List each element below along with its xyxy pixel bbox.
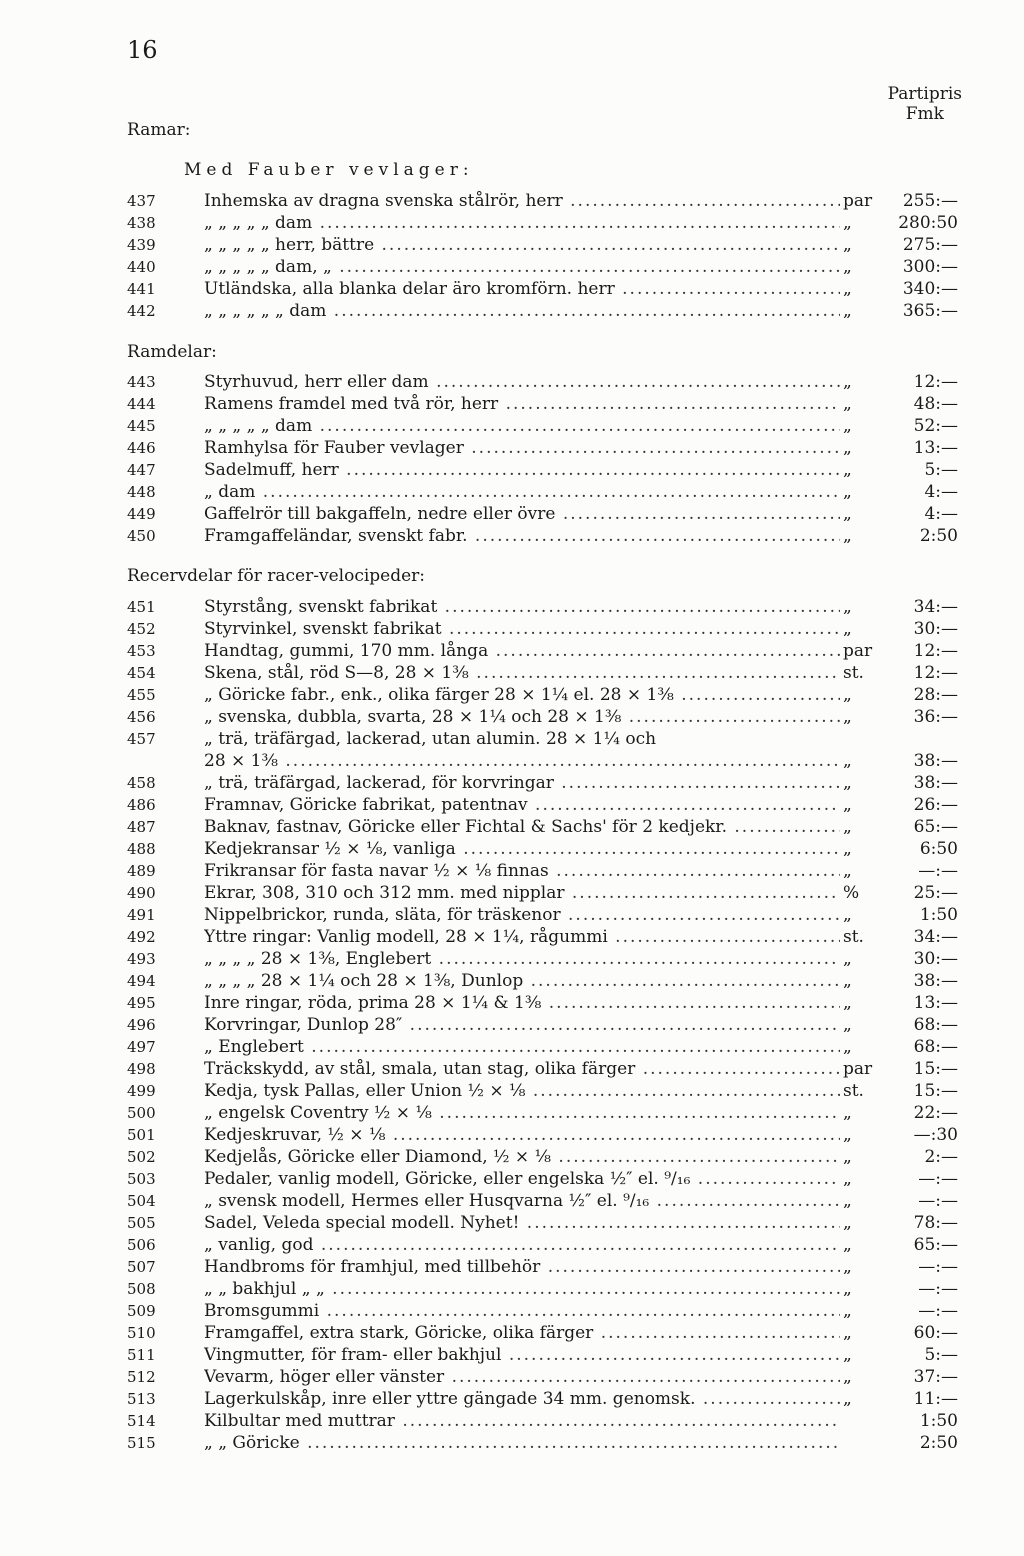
item-description: „ „ „ „ 28 × 1⅜, Englebert ..... (204, 948, 840, 970)
item-unit: „ (843, 1103, 852, 1123)
item-price: —:— (918, 1279, 958, 1299)
price-row (0, 256, 1024, 278)
item-number: 506 (127, 1236, 156, 1254)
section-ramdelar: Ramdelar: (127, 342, 217, 362)
item-number: 497 (127, 1038, 156, 1056)
item-description: Gaffelrör till bakgaffeln, nedre eller övre ..... (204, 503, 840, 525)
item-description: „ trä, träfärgad, lackerad, för korvringar ..... (204, 772, 840, 794)
item-number: 443 (127, 373, 156, 391)
item-unit: „ (843, 861, 852, 881)
item-price: 52:— (913, 416, 958, 436)
section-recervdelar: Recervdelar för racer-velocipeder: (127, 566, 426, 586)
price-row (0, 415, 1024, 437)
item-unit: par (843, 191, 873, 211)
item-description: „ „ „ „ „ dam ..... (204, 212, 840, 234)
price-row (0, 640, 1024, 662)
item-description: Vevarm, höger eller vänster ..... (204, 1366, 840, 1388)
item-unit: „ (843, 372, 852, 392)
subsection-fauber: Med Fauber vevlager: (184, 160, 474, 180)
item-description: Utländska, alla blanka delar äro kromförn. herr ..... (204, 278, 840, 300)
price-row (0, 212, 1024, 234)
price-row (0, 1278, 1024, 1300)
item-description: Kilbultar med muttrar ..... (204, 1410, 840, 1432)
price-row (0, 750, 1024, 772)
price-row (0, 970, 1024, 992)
item-description: Frikransar för fasta navar ½ × ⅛ finnas ..... (204, 860, 840, 882)
item-number: 496 (127, 1016, 156, 1034)
item-number: 450 (127, 527, 156, 545)
item-description: „ trä, träfärgad, lackerad, utan alumin. 28 × 1¼ och (204, 729, 657, 749)
price-row (0, 1102, 1024, 1124)
item-unit: „ (843, 438, 852, 458)
item-description: Yttre ringar: Vanlig modell, 28 × 1¼, rågummi ..... (204, 926, 840, 948)
item-price: 255:— (902, 191, 958, 211)
price-row (0, 278, 1024, 300)
item-description: Styrhuvud, herr eller dam ..... (204, 371, 840, 393)
section-ramar: Ramar: (127, 120, 191, 140)
item-price: 37:— (913, 1367, 958, 1387)
item-price: 11:— (913, 1389, 958, 1409)
price-row (0, 882, 1024, 904)
price-row (0, 728, 1024, 750)
item-price: 280:50 (898, 213, 958, 233)
item-price: 30:— (913, 619, 958, 639)
price-row (0, 1432, 1024, 1454)
item-price: 1:50 (919, 1411, 958, 1431)
price-row (0, 1300, 1024, 1322)
price-row (0, 459, 1024, 481)
item-price: 48:— (913, 394, 958, 414)
price-row (0, 1234, 1024, 1256)
price-row (0, 371, 1024, 393)
item-unit: „ (843, 1015, 852, 1035)
item-price: 38:— (913, 751, 958, 771)
item-price: 13:— (913, 993, 958, 1013)
item-unit: „ (843, 394, 852, 414)
item-number: 500 (127, 1104, 156, 1122)
item-description: Inre ringar, röda, prima 28 × 1¼ & 1⅜ ..... (204, 992, 840, 1014)
item-price: 2:50 (919, 526, 958, 546)
item-price: 26:— (913, 795, 958, 815)
item-unit: „ (843, 1125, 852, 1145)
price-row (0, 1256, 1024, 1278)
item-description: Kedjelås, Göricke eller Diamond, ½ × ⅛ ..... (204, 1146, 840, 1168)
item-unit: „ (843, 213, 852, 233)
page-number: 16 (127, 36, 158, 64)
price-row (0, 234, 1024, 256)
item-price: 1:50 (919, 905, 958, 925)
column-header (888, 84, 962, 124)
item-unit: „ (843, 707, 852, 727)
item-number: 488 (127, 840, 156, 858)
item-description: Framnav, Göricke fabrikat, patentnav ..... (204, 794, 840, 816)
item-price: —:— (918, 861, 958, 881)
item-price: 13:— (913, 438, 958, 458)
item-price: 6:50 (919, 839, 958, 859)
item-price: 68:— (913, 1015, 958, 1035)
item-price: 22:— (913, 1103, 958, 1123)
item-description: Sadelmuff, herr ..... (204, 459, 840, 481)
item-description: Baknav, fastnav, Göricke eller Fichtal & Sachs' för 2 kedjekr. ..... (204, 816, 840, 838)
item-number: 446 (127, 439, 156, 457)
item-price: 5:— (924, 1345, 958, 1365)
item-number: 458 (127, 774, 156, 792)
item-price: 275:— (902, 235, 958, 255)
item-unit: „ (843, 905, 852, 925)
item-unit: „ (843, 1345, 852, 1365)
item-price: 65:— (913, 817, 958, 837)
item-price: 365:— (902, 301, 958, 321)
item-price: 12:— (913, 372, 958, 392)
item-price: 78:— (913, 1213, 958, 1233)
item-unit: „ (843, 504, 852, 524)
item-number: 499 (127, 1082, 156, 1100)
item-unit: „ (843, 839, 852, 859)
item-unit: % (843, 883, 860, 903)
item-description: Korvringar, Dunlop 28″ ..... (204, 1014, 840, 1036)
item-number: 509 (127, 1302, 156, 1320)
item-number: 493 (127, 950, 156, 968)
price-row (0, 992, 1024, 1014)
item-number: 507 (127, 1258, 156, 1276)
item-number: 457 (127, 730, 156, 748)
item-price: 5:— (924, 460, 958, 480)
item-price: 34:— (913, 597, 958, 617)
item-description: Ramhylsa för Fauber vevlager ..... (204, 437, 840, 459)
item-price: —:— (918, 1191, 958, 1211)
item-price: 38:— (913, 971, 958, 991)
price-row (0, 838, 1024, 860)
item-price: 25:— (913, 883, 958, 903)
item-number: 513 (127, 1390, 156, 1408)
item-description: Bromsgummi ..... (204, 1300, 840, 1322)
item-number: 512 (127, 1368, 156, 1386)
item-unit: „ (843, 416, 852, 436)
item-description: „ „ „ „ 28 × 1¼ och 28 × 1⅜, Dunlop ..... (204, 970, 840, 992)
item-description: „ dam ..... (204, 481, 840, 503)
item-description: „ „ bakhjul „ „ ..... (204, 1278, 840, 1300)
item-unit: „ (843, 773, 852, 793)
item-unit: „ (843, 1323, 852, 1343)
item-price: 300:— (902, 257, 958, 277)
item-price: 4:— (924, 482, 958, 502)
item-description: Styrvinkel, svenskt fabrikat ..... (204, 618, 840, 640)
item-description: „ Englebert ..... (204, 1036, 840, 1058)
item-description: Handbroms för framhjul, med tillbehör ..... (204, 1256, 840, 1278)
price-row (0, 662, 1024, 684)
price-row (0, 1124, 1024, 1146)
item-unit: „ (843, 795, 852, 815)
item-price: 4:— (924, 504, 958, 524)
item-unit: „ (843, 301, 852, 321)
price-row (0, 1036, 1024, 1058)
price-row (0, 706, 1024, 728)
item-unit: „ (843, 1147, 852, 1167)
item-unit: „ (843, 993, 852, 1013)
item-number: 441 (127, 280, 156, 298)
price-row (0, 1388, 1024, 1410)
item-price: 68:— (913, 1037, 958, 1057)
item-unit: „ (843, 949, 852, 969)
price-row (0, 948, 1024, 970)
item-description: 28 × 1⅜ ..... (204, 750, 840, 772)
item-unit: „ (843, 279, 852, 299)
item-price: —:— (918, 1301, 958, 1321)
item-price: —:— (918, 1169, 958, 1189)
item-unit: „ (843, 482, 852, 502)
item-unit: „ (843, 526, 852, 546)
item-number: 487 (127, 818, 156, 836)
item-number: 447 (127, 461, 156, 479)
item-description: Nippelbrickor, runda, släta, för träskenor ..... (204, 904, 840, 926)
item-number: 438 (127, 214, 156, 232)
item-number: 490 (127, 884, 156, 902)
item-description: Skena, stål, röd S—8, 28 × 1⅜ ..... (204, 662, 840, 684)
item-number: 492 (127, 928, 156, 946)
price-row (0, 1146, 1024, 1168)
item-description: „ svensk modell, Hermes eller Husqvarna ½″ el. ⁹/₁₆ ..... (204, 1190, 840, 1212)
price-row (0, 1080, 1024, 1102)
item-description: „ „ Göricke ..... (204, 1432, 840, 1454)
item-unit: „ (843, 1367, 852, 1387)
price-row (0, 393, 1024, 415)
item-description: Lagerkulskåp, inre eller yttre gängade 34 mm. genomsk. ..... (204, 1388, 840, 1410)
item-price: 12:— (913, 663, 958, 683)
item-price: —:30 (913, 1125, 958, 1145)
item-number: 505 (127, 1214, 156, 1232)
item-price: 65:— (913, 1235, 958, 1255)
price-row (0, 525, 1024, 547)
price-row (0, 481, 1024, 503)
price-row (0, 1212, 1024, 1234)
item-description: Framgaffel, extra stark, Göricke, olika färger ..... (204, 1322, 840, 1344)
item-description: Vingmutter, för fram- eller bakhjul ..... (204, 1344, 840, 1366)
price-row (0, 1410, 1024, 1432)
price-row (0, 300, 1024, 322)
column-header-title: Partipris (887, 84, 962, 104)
item-number: 455 (127, 686, 156, 704)
item-unit: st. (843, 1081, 864, 1101)
item-price: 12:— (913, 641, 958, 661)
item-unit: par (843, 1059, 873, 1079)
item-number: 449 (127, 505, 156, 523)
price-row (0, 794, 1024, 816)
price-row (0, 1168, 1024, 1190)
item-unit: par (843, 641, 873, 661)
item-description: Handtag, gummi, 170 mm. långa ..... (204, 640, 840, 662)
item-description: „ „ „ „ „ dam, „ ..... (204, 256, 840, 278)
price-row (0, 1190, 1024, 1212)
item-unit: „ (843, 1037, 852, 1057)
item-number: 498 (127, 1060, 156, 1078)
item-unit: st. (843, 927, 864, 947)
item-price: 36:— (913, 707, 958, 727)
item-description: Ramens framdel med två rör, herr ..... (204, 393, 840, 415)
item-description: Pedaler, vanlig modell, Göricke, eller engelska ½″ el. ⁹/₁₆ ..... (204, 1168, 840, 1190)
item-unit: „ (843, 235, 852, 255)
price-row (0, 1322, 1024, 1344)
price-row (0, 503, 1024, 525)
item-number: 514 (127, 1412, 156, 1430)
item-number: 503 (127, 1170, 156, 1188)
price-row (0, 596, 1024, 618)
item-price: 15:— (913, 1081, 958, 1101)
item-number: 502 (127, 1148, 156, 1166)
item-number: 454 (127, 664, 156, 682)
item-price: 34:— (913, 927, 958, 947)
item-description: Framgaffeländar, svenskt fabr. ..... (204, 525, 840, 547)
item-unit: „ (843, 1235, 852, 1255)
item-description: „ „ „ „ „ herr, bättre ..... (204, 234, 840, 256)
item-number: 504 (127, 1192, 156, 1210)
item-unit: „ (843, 257, 852, 277)
item-price: 38:— (913, 773, 958, 793)
item-description: Ekrar, 308, 310 och 312 mm. med nipplar ..... (204, 882, 840, 904)
item-price: 15:— (913, 1059, 958, 1079)
price-row (0, 618, 1024, 640)
item-description: Träckskydd, av stål, smala, utan stag, olika färger ..... (204, 1058, 840, 1080)
item-number: 439 (127, 236, 156, 254)
item-number: 489 (127, 862, 156, 880)
item-description: Inhemska av dragna svenska stålrör, herr ..... (204, 190, 840, 212)
item-price: 340:— (902, 279, 958, 299)
item-unit: „ (843, 460, 852, 480)
item-description: „ Göricke fabr., enk., olika färger 28 × 1¼ el. 28 × 1⅜ ..... (204, 684, 840, 706)
item-number: 494 (127, 972, 156, 990)
item-description: „ „ „ „ „ „ dam ..... (204, 300, 840, 322)
item-number: 495 (127, 994, 156, 1012)
price-row (0, 860, 1024, 882)
item-number: 456 (127, 708, 156, 726)
item-price: 2:50 (919, 1433, 958, 1453)
item-number: 442 (127, 302, 156, 320)
price-row (0, 1058, 1024, 1080)
item-description: „ svenska, dubbla, svarta, 28 × 1¼ och 28 × 1⅜ ..... (204, 706, 840, 728)
item-description: Kedjekransar ½ × ⅛, vanliga ..... (204, 838, 840, 860)
item-unit: „ (843, 685, 852, 705)
item-unit: „ (843, 1301, 852, 1321)
price-row (0, 926, 1024, 948)
price-row (0, 904, 1024, 926)
item-number: 440 (127, 258, 156, 276)
item-number: 508 (127, 1280, 156, 1298)
price-row (0, 1344, 1024, 1366)
item-price: —:— (918, 1257, 958, 1277)
item-number: 515 (127, 1434, 156, 1452)
item-unit: „ (843, 1389, 852, 1409)
item-number: 451 (127, 598, 156, 616)
price-row (0, 1014, 1024, 1036)
item-description: „ vanlig, god ..... (204, 1234, 840, 1256)
item-number: 491 (127, 906, 156, 924)
item-description: Kedja, tysk Pallas, eller Union ½ × ⅛ ..... (204, 1080, 840, 1102)
item-price: 60:— (913, 1323, 958, 1343)
item-number: 444 (127, 395, 156, 413)
item-unit: „ (843, 971, 852, 991)
item-unit: „ (843, 1169, 852, 1189)
item-unit: „ (843, 817, 852, 837)
item-unit: „ (843, 751, 852, 771)
item-description: Kedjeskruvar, ½ × ⅛ ..... (204, 1124, 840, 1146)
item-number: 510 (127, 1324, 156, 1342)
item-unit: „ (843, 597, 852, 617)
price-row (0, 816, 1024, 838)
item-description: „ engelsk Coventry ½ × ⅛ ..... (204, 1102, 840, 1124)
item-number: 511 (127, 1346, 156, 1364)
item-unit: „ (843, 1279, 852, 1299)
price-row (0, 1366, 1024, 1388)
column-header-currency: Fmk (905, 104, 944, 124)
item-unit: „ (843, 1213, 852, 1233)
item-number: 448 (127, 483, 156, 501)
price-row (0, 190, 1024, 212)
price-row (0, 437, 1024, 459)
item-number: 437 (127, 192, 156, 210)
item-unit: „ (843, 1191, 852, 1211)
item-unit: st. (843, 663, 864, 683)
item-number: 452 (127, 620, 156, 638)
item-number: 486 (127, 796, 156, 814)
item-unit: „ (843, 1257, 852, 1277)
item-number: 453 (127, 642, 156, 660)
item-number: 501 (127, 1126, 156, 1144)
item-description: „ „ „ „ „ dam ..... (204, 415, 840, 437)
item-description: Sadel, Veleda special modell. Nyhet! ..... (204, 1212, 840, 1234)
item-number: 445 (127, 417, 156, 435)
item-description: Styrstång, svenskt fabrikat ..... (204, 596, 840, 618)
item-price: 2:— (924, 1147, 958, 1167)
item-price: 30:— (913, 949, 958, 969)
price-row (0, 684, 1024, 706)
item-unit: „ (843, 619, 852, 639)
item-price: 28:— (913, 685, 958, 705)
price-row (0, 772, 1024, 794)
